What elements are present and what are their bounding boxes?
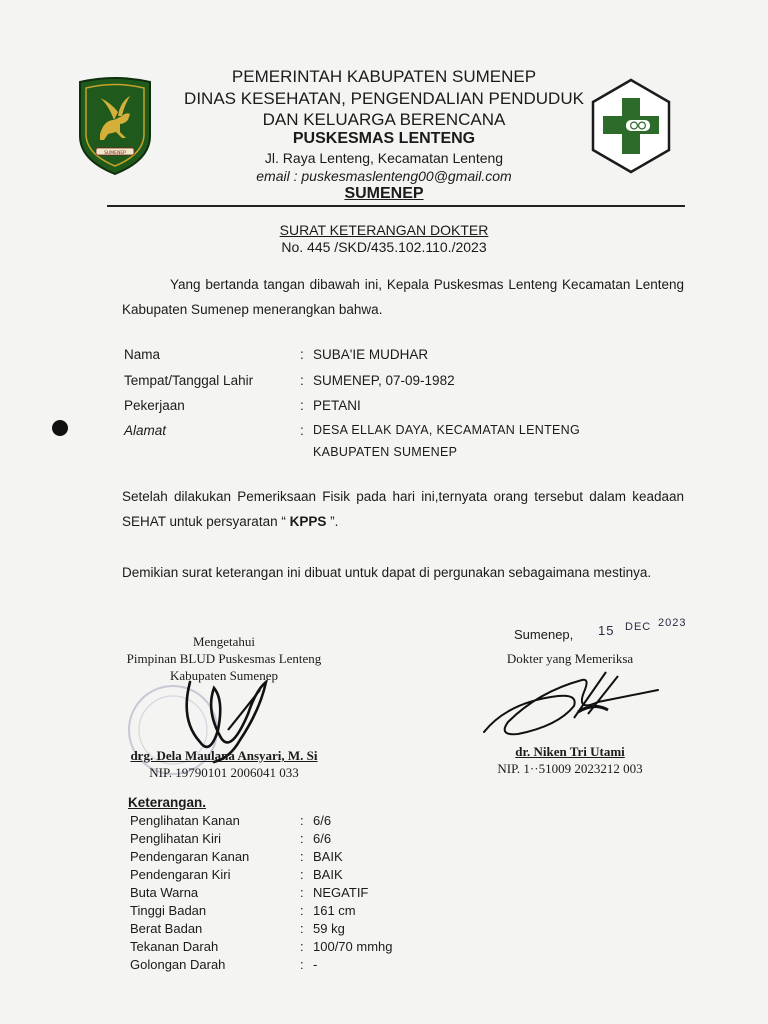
keterangan-value: 6/6 [313, 831, 332, 846]
left-sig-name: drg. Dela Maulana Ansyari, M. Si [130, 748, 318, 763]
keterangan-colon: : [300, 885, 304, 900]
left-sig-position: Pimpinan BLUD Puskesmas Lenteng [126, 651, 322, 666]
header-puskesmas: PUSKESMAS LENTENG [292, 130, 476, 147]
document-number: No. 445 /SKD/435.102.110./2023 [281, 239, 487, 255]
right-sig-role: Dokter yang Memeriksa [506, 651, 634, 666]
logo-banner-text: SUMENEP [104, 150, 126, 156]
field-label-alamat: Alamat [124, 423, 167, 438]
keterangan-colon: : [300, 849, 304, 864]
keterangan-label: Penglihatan Kiri [130, 831, 222, 846]
header-city: SUMENEP [344, 185, 424, 202]
keterangan-value: 100/70 mmhg [313, 939, 393, 954]
date-stamp-year: 2023 [658, 617, 687, 629]
keterangan-colon: : [300, 903, 304, 918]
left-sig-mengetahui: Mengetahui [192, 634, 256, 649]
keterangan-label: Berat Badan [130, 921, 203, 936]
keterangan-label: Penglihatan Kanan [130, 813, 240, 828]
keterangan-label: Tekanan Darah [130, 939, 219, 954]
header-address: Jl. Raya Lenteng, Kecamatan Lenteng [264, 150, 504, 166]
punch-hole-mark [52, 420, 68, 436]
field-colon: : [300, 373, 304, 388]
document-title: SURAT KETERANGAN DOKTER [279, 222, 489, 238]
keterangan-title: Keterangan. [128, 795, 207, 810]
header-government: PEMERINTAH KABUPATEN SUMENEP [231, 67, 537, 86]
sumenep-emblem-logo [74, 76, 156, 176]
field-label-pekerjaan: Pekerjaan [124, 398, 185, 413]
keterangan-colon: : [300, 939, 304, 954]
right-sig-nip: NIP. 1··51009 2023212 003 [497, 761, 643, 776]
field-colon: : [300, 423, 304, 438]
field-value-alamat-line2: KABUPATEN SUMENEP [313, 445, 458, 459]
closing-paragraph: Demikian surat keterangan ini dibuat untuk dapat di pergunakan sebagaimana mestinya. [122, 565, 652, 580]
keterangan-colon: : [300, 831, 304, 846]
right-sig-place: Sumenep, [514, 627, 574, 642]
left-sig-nip: NIP. 19790101 2006041 033 [149, 765, 299, 780]
keterangan-label: Golongan Darah [130, 957, 226, 972]
left-sig-region: Kabupaten Sumenep [170, 668, 278, 683]
field-value-alamat: DESA ELLAK DAYA, KECAMATAN LENTENG [313, 423, 580, 437]
keterangan-value: 6/6 [313, 813, 332, 828]
result-purpose: KPPS [289, 514, 327, 529]
keterangan-colon: : [300, 921, 304, 936]
field-value-nama: SUBA'IE MUDHAR [313, 347, 429, 362]
right-signature-scribble [478, 662, 668, 746]
header-email: email : puskesmaslenteng00@gmail.com [256, 168, 512, 184]
header-department-cont: DAN KELUARGA BERENCANA [262, 110, 506, 129]
keterangan-colon: : [300, 867, 304, 882]
field-value-ttl: SUMENEP, 07-09-1982 [313, 373, 455, 388]
keterangan-value: - [313, 957, 318, 972]
header-department: DINAS KESEHATAN, PENGENDALIAN PENDUDUK [184, 89, 584, 108]
date-stamp-day: 15 [598, 623, 615, 638]
keterangan-value: 161 cm [313, 903, 356, 918]
result-text: Setelah dilakukan Pemeriksaan Fisik pada hari ini,ternyata orang tersebut dalam keadaan SEHAT untuk persyaratan “ [122, 489, 684, 529]
result-paragraph [122, 484, 684, 534]
keterangan-label: Buta Warna [130, 885, 199, 900]
keterangan-label: Pendengaran Kiri [130, 867, 231, 882]
keterangan-colon: : [300, 957, 304, 972]
header-divider [107, 205, 685, 207]
keterangan-colon: : [300, 813, 304, 828]
keterangan-label: Pendengaran Kanan [130, 849, 250, 864]
field-label-ttl: Tempat/Tanggal Lahir [124, 373, 254, 388]
result-text-end: ”. [326, 514, 339, 529]
intro-paragraph: Yang bertanda tangan dibawah ini, Kepala Puskesmas Lenteng Kecamatan Lenteng Kabupaten Sumenep menerangkan bahwa. [122, 277, 684, 317]
field-value-pekerjaan: PETANI [313, 398, 361, 413]
keterangan-label: Tinggi Badan [130, 903, 207, 918]
field-label-nama: Nama [124, 347, 161, 362]
keterangan-value: BAIK [313, 867, 343, 882]
keterangan-value: NEGATIF [313, 885, 369, 900]
keterangan-value: BAIK [313, 849, 343, 864]
field-colon: : [300, 347, 304, 362]
keterangan-value: 59 kg [313, 921, 345, 936]
field-colon: : [300, 398, 304, 413]
right-sig-name: dr. Niken Tri Utami [515, 744, 625, 759]
date-stamp-month: DEC [625, 621, 652, 633]
